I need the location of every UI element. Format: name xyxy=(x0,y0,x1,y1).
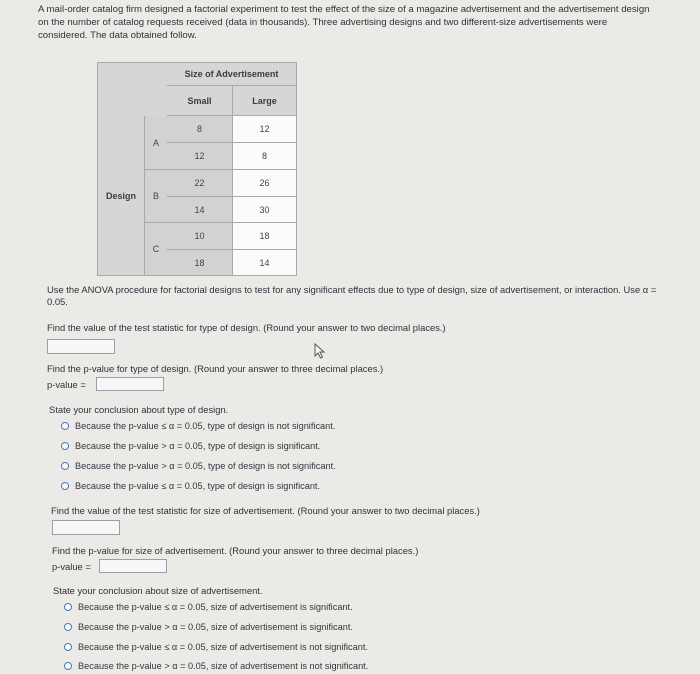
size-option-1[interactable] xyxy=(64,602,353,612)
table-cell: 10 xyxy=(167,223,232,250)
q4-prompt: Find the value of the test statistic for size of advertisement. (Round your answer to two decimal places.) xyxy=(51,505,480,516)
data-table xyxy=(97,62,297,276)
size-test-statistic-input[interactable] xyxy=(52,520,120,535)
problem-intro: A mail-order catalog firm designed a factorial experiment to test the effect of the size of a magazine advertisement and the advertisement design on the number of catalog requests received (data in thousands). Three advertising designs and two different-size advertisements were considered. The data obtained follow. xyxy=(38,4,650,41)
radio-button[interactable] xyxy=(64,623,72,631)
option-label: Because the p-value ≤ α = 0.05, size of advertisement is not significant. xyxy=(78,642,368,652)
design-test-statistic-input[interactable] xyxy=(47,339,115,354)
table-cell: 14 xyxy=(232,250,297,276)
table-cell: 8 xyxy=(167,116,232,143)
option-label: Because the p-value ≤ α = 0.05, size of advertisement is significant. xyxy=(78,602,353,612)
pointer-cursor-icon xyxy=(313,343,327,359)
level-label-b: B xyxy=(144,170,167,223)
size-option-4[interactable] xyxy=(64,661,368,671)
option-label: Because the p-value > α = 0.05, type of design is not significant. xyxy=(75,461,336,471)
q1-prompt: Find the value of the test statistic for type of design. (Round your answer to two decimal places.) xyxy=(47,322,446,333)
q5-pvalue-label: p-value = xyxy=(52,561,91,572)
radio-button[interactable] xyxy=(64,662,72,670)
design-option-4[interactable] xyxy=(61,481,320,491)
column-header-large: Large xyxy=(232,86,297,116)
level-label-c: C xyxy=(144,223,167,276)
q2-pvalue-label: p-value = xyxy=(47,379,86,390)
row-factor-header: Design xyxy=(97,116,144,276)
q5-prompt: Find the p-value for size of advertisement. (Round your answer to three decimal places.) xyxy=(52,545,419,556)
option-label: Because the p-value > α = 0.05, type of design is significant. xyxy=(75,441,321,451)
table-cell: 30 xyxy=(232,197,297,223)
radio-button[interactable] xyxy=(61,422,69,430)
radio-button[interactable] xyxy=(64,643,72,651)
option-label: Because the p-value > α = 0.05, size of advertisement is significant. xyxy=(78,622,353,632)
table-cell: 18 xyxy=(232,223,297,250)
table-cell: 26 xyxy=(232,170,297,197)
level-label-a: A xyxy=(144,116,167,170)
design-p-value-input[interactable] xyxy=(96,377,164,391)
size-p-value-input[interactable] xyxy=(99,559,167,573)
radio-button[interactable] xyxy=(64,603,72,611)
table-corner xyxy=(97,62,167,116)
option-label: Because the p-value > α = 0.05, size of advertisement is not significant. xyxy=(78,661,369,671)
table-cell: 12 xyxy=(167,143,232,170)
option-label: Because the p-value ≤ α = 0.05, type of design is not significant. xyxy=(75,421,336,431)
size-option-2[interactable] xyxy=(64,622,353,632)
radio-button[interactable] xyxy=(61,442,69,450)
table-cell: 22 xyxy=(167,170,232,197)
design-option-3[interactable] xyxy=(61,461,336,471)
radio-button[interactable] xyxy=(61,462,69,470)
q2-prompt: Find the p-value for type of design. (Round your answer to three decimal places.) xyxy=(47,363,384,374)
option-label: Because the p-value ≤ α = 0.05, type of design is significant. xyxy=(75,481,321,491)
size-option-3[interactable] xyxy=(64,642,368,652)
anova-instructions: Use the ANOVA procedure for factorial designs to test for any significant effects due to type of design, size of advertisement, or interaction. Use α = 0.05. xyxy=(47,284,657,307)
q6-prompt: State your conclusion about size of advertisement. xyxy=(53,585,263,596)
design-option-1[interactable] xyxy=(61,421,335,431)
table-cell: 14 xyxy=(167,197,232,223)
design-option-2[interactable] xyxy=(61,441,320,451)
table-cell: 8 xyxy=(232,143,297,170)
table-cell: 18 xyxy=(167,250,232,276)
table-cell: 12 xyxy=(232,116,297,143)
column-factor-header: Size of Advertisement xyxy=(167,62,297,86)
radio-button[interactable] xyxy=(61,482,69,490)
q3-prompt: State your conclusion about type of design. xyxy=(49,404,229,415)
column-header-small: Small xyxy=(167,86,232,116)
